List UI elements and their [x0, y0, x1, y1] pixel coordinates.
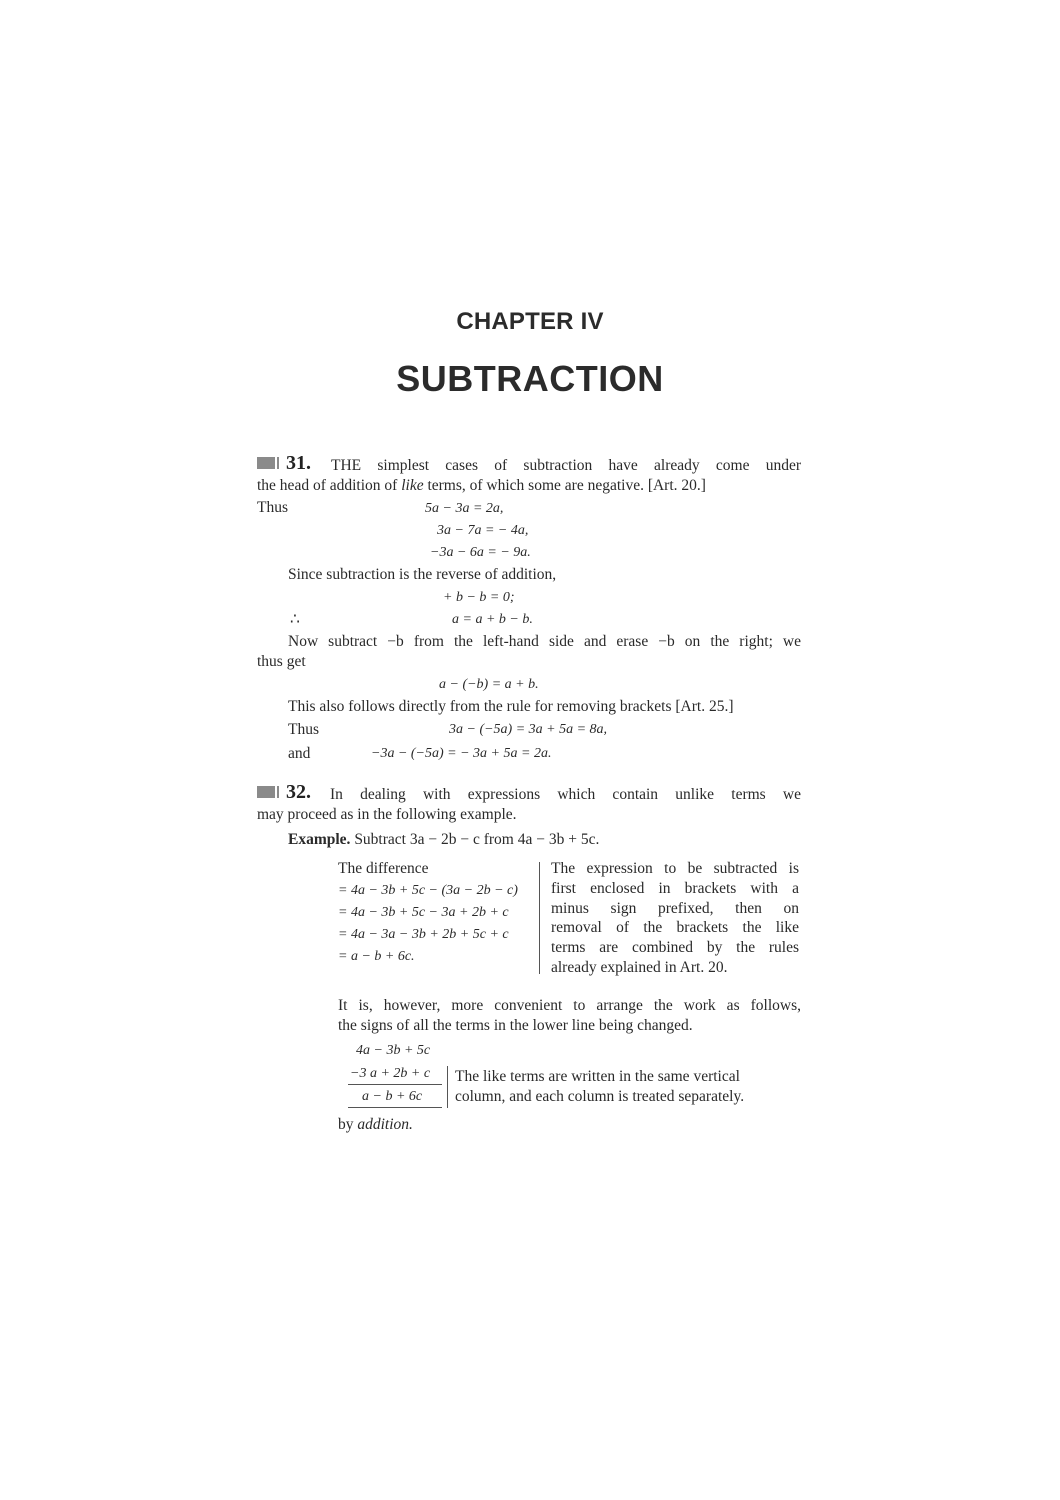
- sec31-line2-b: terms, of which some are negative. [Art. 20.]: [423, 477, 706, 494]
- note-line-2: first enclosed in brackets with a: [551, 880, 799, 897]
- difference-step-3: = 4a − 3a − 3b + 2b + 5c + c: [338, 927, 509, 942]
- addition-word: addition.: [357, 1116, 413, 1133]
- column-divider: [539, 862, 540, 974]
- example-line: [288, 830, 599, 850]
- sec31-also: This also follows directly from the rule for removing brackets [Art. 25.]: [288, 698, 734, 715]
- difference-label: The difference: [338, 860, 429, 877]
- column-row-3: a − b + 6c: [362, 1089, 423, 1104]
- section-number-31: 31.: [286, 452, 311, 474]
- sec31-line1: THE simplest cases of subtraction have already come under: [331, 457, 801, 474]
- sec32-line2: may proceed as in the following example.: [257, 806, 517, 823]
- note-line-6: already explained in Art. 20.: [551, 959, 728, 976]
- sec31-eq3: −3a − 6a = − 9a.: [430, 545, 531, 560]
- column-note-1: The like terms are written in the same vertical: [455, 1068, 740, 1085]
- sec31-eq8: −3a − (−5a) = − 3a + 5a = 2a.: [371, 746, 552, 761]
- column-divider-2: [447, 1066, 448, 1108]
- sec31-line2: [257, 476, 706, 496]
- by-word: by: [338, 1116, 358, 1133]
- sec31-eq2: 3a − 7a = − 4a,: [437, 523, 529, 538]
- sec31-eq7: 3a − (−5a) = 3a + 5a = 8a,: [449, 722, 608, 737]
- example-label: Example.: [288, 831, 351, 848]
- subtraction-rule-top: [348, 1084, 442, 1085]
- difference-step-2: = 4a − 3b + 5c − 3a + 2b + c: [338, 905, 509, 920]
- sec31-and: and: [288, 745, 311, 762]
- sec31-eq6: a − (−b) = a + b.: [439, 677, 539, 692]
- difference-step-4: = a − b + 6c.: [338, 949, 415, 964]
- note-line-3: minus sign prefixed, then on: [551, 900, 799, 917]
- sec31-thus2: Thus: [288, 721, 319, 738]
- sec31-line2-a: the head of addition of: [257, 477, 402, 494]
- sec31-eq5: a = a + b − b.: [452, 612, 533, 627]
- difference-step-1: = 4a − 3b + 5c − (3a − 2b − c): [338, 883, 518, 898]
- sec31-eq4: + b − b = 0;: [443, 590, 515, 605]
- note-line-1: The expression to be subtracted is: [551, 860, 799, 877]
- sec31-like-word: like: [401, 477, 424, 494]
- sec31-now-line2: thus get: [257, 653, 306, 670]
- sec31-since: Since subtraction is the reverse of addition,: [288, 566, 557, 583]
- convenient-line-1: It is, however, more convenient to arrange the work as follows,: [338, 997, 801, 1014]
- chapter-heading: CHAPTER IV: [456, 308, 604, 335]
- column-note-2: column, and each column is treated separately.: [455, 1088, 745, 1105]
- subtraction-rule-bottom: [348, 1107, 442, 1108]
- example-text: Subtract 3a − 2b − c from 4a − 3b + 5c.: [350, 831, 600, 848]
- column-row-2: −3 a + 2b + c: [350, 1066, 431, 1081]
- by-addition-line: [338, 1115, 413, 1135]
- sec32-line1: In dealing with expressions which contain unlike terms we: [330, 786, 801, 803]
- sec31-thus: Thus: [257, 499, 288, 516]
- note-line-4: removal of the brackets the like: [551, 919, 799, 936]
- therefore-symbol: ∴: [290, 611, 300, 628]
- chapter-title: SUBTRACTION: [396, 358, 664, 399]
- convenient-line-2: the signs of all the terms in the lower line being changed.: [338, 1017, 693, 1034]
- sec31-eq1: 5a − 3a = 2a,: [425, 501, 504, 516]
- sec31-now-line1: Now subtract −b from the left-hand side and erase −b on the right; we: [288, 633, 801, 650]
- section-marker-icon: [257, 457, 275, 469]
- column-row-1: 4a − 3b + 5c: [356, 1043, 431, 1058]
- section-number-32: 32.: [286, 781, 311, 803]
- section-marker-icon: [257, 786, 275, 798]
- note-line-5: terms are combined by the rules: [551, 939, 799, 956]
